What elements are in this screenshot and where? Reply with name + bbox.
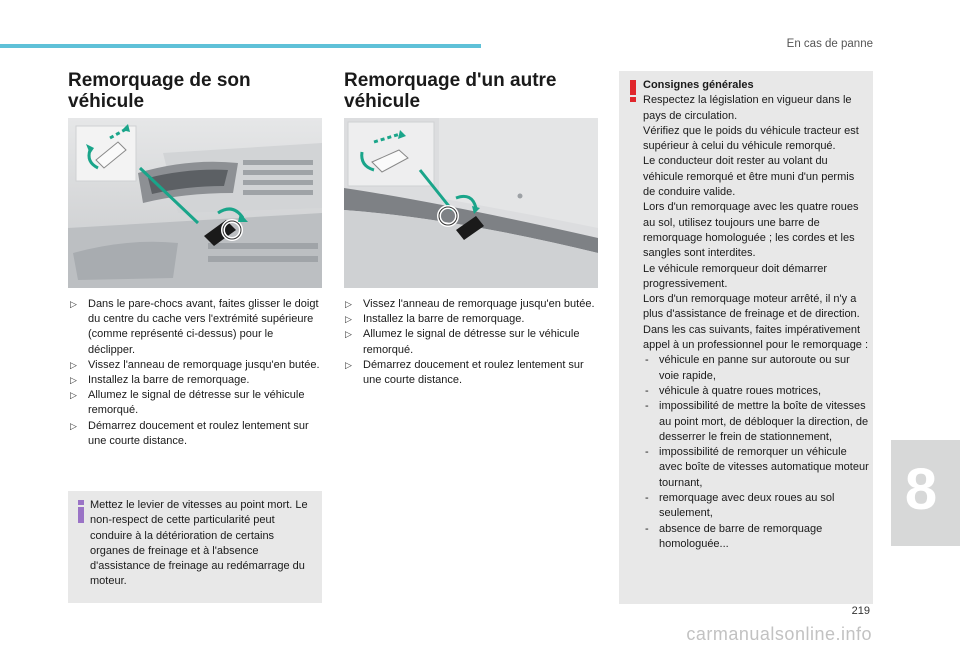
arrow-bullet-icon: ▷ [345,299,352,309]
middle-title-line2: véhicule [344,91,421,112]
info-box [68,491,322,603]
warning-icon [630,80,636,102]
arrow-bullet-icon: ▷ [345,359,352,370]
front-bumper-illustration [68,118,322,288]
left-title-line1: Remorquage de son [68,70,251,91]
left-steps-list [70,297,320,449]
list-item: ▷ Allumez le signal de détresse sur le véhicule remorqué. [70,389,305,417]
middle-title-line1: Remorquage d'un autre [344,70,557,91]
list-item: ▷ Vissez l'anneau de remorquage jusqu'en butée. [70,358,320,373]
warning-paragraph: Le conducteur doit rester au volant du véhicule remorqué et être muni d'un permis de conduire valide. [643,155,855,199]
header-accent-bar [0,44,481,48]
arrow-bullet-icon: ▷ [70,375,77,386]
arrow-bullet-icon: ▷ [70,299,77,309]
info-icon [78,500,84,523]
arrow-bullet-icon: ▷ [345,329,352,340]
rear-bumper-illustration [344,118,598,288]
list-item: ▷ Démarrez doucement et roulez lentement sur une courte distance. [70,419,309,447]
warning-paragraph: Respectez la législation en vigueur dans le pays de circulation. [643,94,852,122]
left-title [68,70,308,112]
warning-paragraph: Lors d'un remorquage avec les quatre roues au sol, utilisez toujours une barre de remorquage homologuée ; les cordes et les sangles sont interdites. [643,201,859,260]
arrow-bullet-icon: ▷ [70,359,77,370]
arrow-bullet-icon: ▷ [345,314,352,325]
warning-list [643,353,869,552]
warning-paragraph: Lors d'un remorquage moteur arrêté, il n'y a plus d'assistance de freinage et de direction. [643,293,860,321]
list-item: - véhicule en panne sur autoroute ou sur voie rapide, [645,354,850,382]
arrow-bullet-icon: ▷ [70,390,77,401]
middle-steps-list [345,297,595,388]
section-header: En cas de panne [786,38,873,50]
warning-paragraph: Dans les cas suivants, faites impérativement appel à un professionnel pour le remorquage : [643,323,869,352]
list-item: ▷ Vissez l'anneau de remorquage jusqu'en butée. [345,297,595,312]
list-item: ▷ Installez la barre de remorquage. [70,373,320,388]
watermark: carmanualsonline.info [686,624,872,644]
list-item: ▷ Dans le pare-chocs avant, faites glisser le doigt du centre du cache vers l'extrémité supérieure (comme représenté ci-dessus) pour le déclipper. [70,298,319,356]
left-title-line2: véhicule [68,91,145,112]
list-item: ▷ Démarrez doucement et roulez lentement sur une courte distance. [345,358,584,387]
warning-title: Consignes générales [643,79,754,91]
page-number: 219 [851,605,870,617]
warning-box [619,71,873,604]
list-item: ▷ Installez la barre de remorquage. [345,312,595,327]
chapter-number: 8 [904,457,938,522]
warning-paragraph: Vérifiez que le poids du véhicule tracteur est supérieur à celui du véhicule remorqué. [643,124,859,153]
list-item: - absence de barre de remorquage homologuée... [645,522,823,550]
middle-title [344,70,584,112]
list-item: - impossibilité de remorquer un véhicule avec boîte de vitesses automatique moteur tournant, [645,446,869,489]
warning-content [643,78,869,552]
list-item: - véhicule à quatre roues motrices, [645,384,822,397]
list-item: ▷ Allumez le signal de détresse sur le véhicule remorqué. [345,328,580,356]
list-item: - remorquage avec deux roues au sol seulement, [645,492,835,520]
list-item: - impossibilité de mettre la boîte de vitesses au point mort, de débloquer la direction, de desserrer le frein de stationnement, [645,400,869,443]
front-bumper-photo [68,118,322,288]
info-text: Mettez le levier de vitesses au point mort. Le non-respect de cette particularité peut conduire à la détérioration de certains organes de freinage et à l'absence d'assistance de freinage au redémarrage du moteur. [90,499,308,588]
warning-paragraph: Le véhicule remorqueur doit démarrer progressivement. [643,262,828,290]
arrow-bullet-icon: ▷ [70,420,77,431]
rear-bumper-photo [344,118,598,288]
